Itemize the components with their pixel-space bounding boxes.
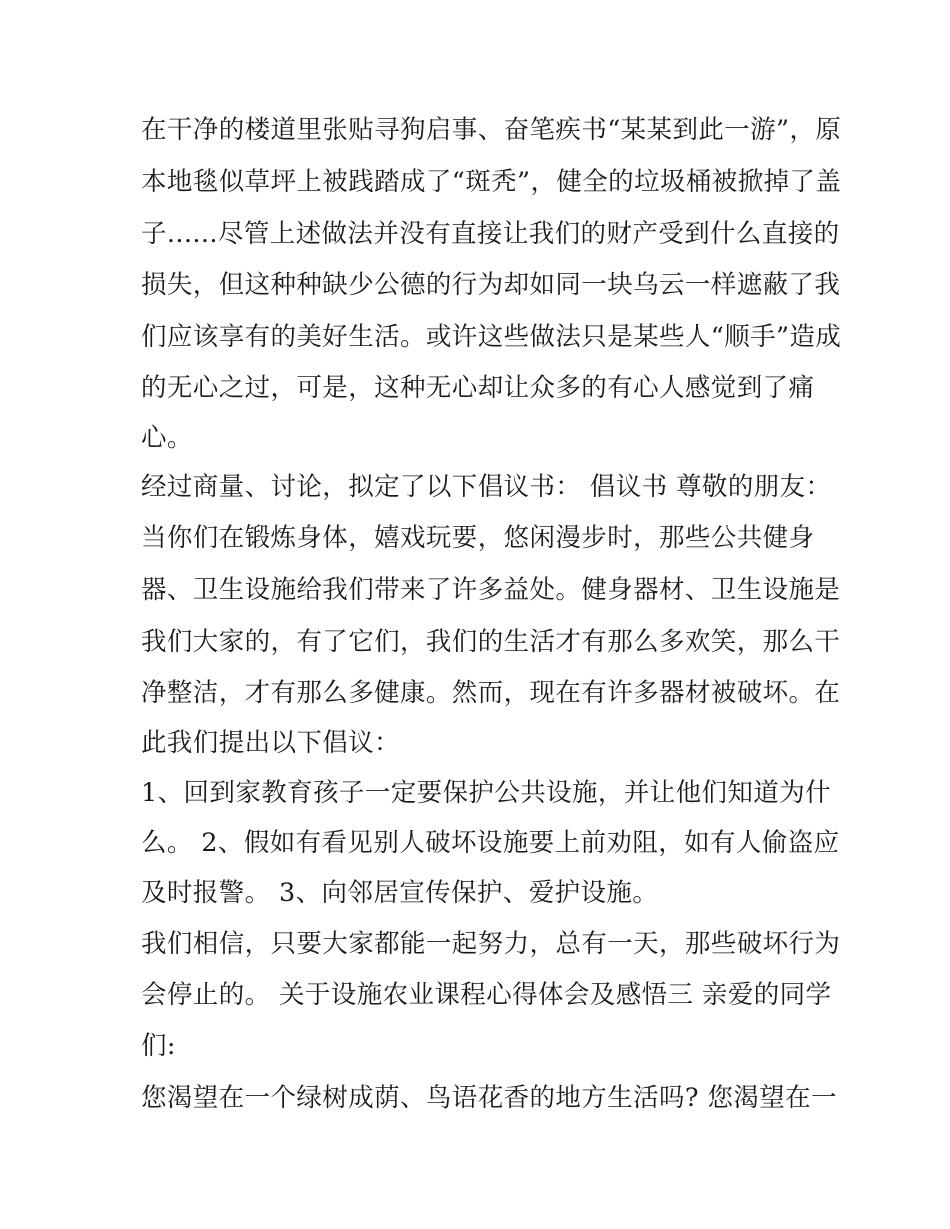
text-line: 及时报警。 3、向邻居宣传保护、爱护设施。 xyxy=(141,878,659,908)
text-line: 心。 xyxy=(141,423,193,453)
text-line: 么。 2、假如有看见别人破坏设施要上前劝阻，如有人偷盗应 xyxy=(141,828,840,858)
text-line: 经过商量、讨论，拟定了以下倡议书： 倡议书 尊敬的朋友： xyxy=(141,472,832,502)
text-line: 净整洁，才有那么多健康。然而，现在有许多器材被破坏。在 xyxy=(141,678,841,708)
text-line: 损失，但这种种缺少公德的行为却如同一块乌云一样遮蔽了我 xyxy=(141,270,841,300)
text-line: 此我们提出以下倡议： xyxy=(141,728,401,758)
text-line: 我们相信，只要大家都能一起努力，总有一天，那些破坏行为 xyxy=(141,929,841,959)
text-line: 会停止的。 关于设施农业课程心得体会及感悟三 亲爱的同学 xyxy=(141,980,832,1010)
text-line: 1、回到家教育孩子一定要保护公共设施，并让他们知道为什 xyxy=(141,778,832,808)
text-line: 的无心之过，可是，这种无心却让众多的有心人感觉到了痛 xyxy=(141,373,815,403)
text-line: 您渴望在一个绿树成荫、鸟语花香的地方生活吗? 您渴望在一 xyxy=(141,1083,837,1113)
text-line: 们应该享有的美好生活。或许这些做法只是某些人“顺手”造成 xyxy=(141,322,842,352)
text-line: 们: xyxy=(141,1031,176,1061)
text-line: 本地毯似草坪上被践踏成了“斑秃”，健全的垃圾桶被掀掉了盖 xyxy=(141,167,842,197)
text-line: 器、卫生设施给我们带来了许多益处。健身器材、卫生设施是 xyxy=(141,575,841,605)
text-line: 在干净的楼道里张贴寻狗启事、奋笔疾书“某某到此一游”，原 xyxy=(141,115,842,145)
text-line: 我们大家的，有了它们，我们的生活才有那么多欢笑，那么干 xyxy=(141,627,841,657)
text-line: 当你们在锻炼身体，嬉戏玩要，悠闲漫步时，那些公共健身 xyxy=(141,523,815,553)
text-line: 子......尽管上述做法并没有直接让我们的财产受到什么直接的 xyxy=(141,219,840,249)
